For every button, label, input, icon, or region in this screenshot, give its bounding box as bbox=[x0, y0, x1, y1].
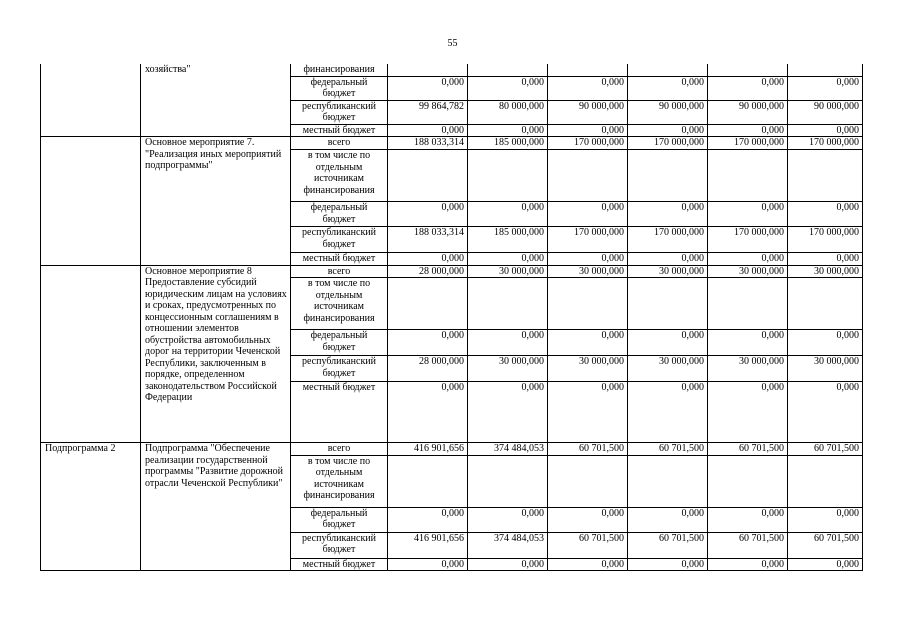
amount-cell-year-2 bbox=[468, 150, 548, 202]
amount-cell-year-2: 30 000,000 bbox=[468, 265, 548, 278]
activity-name-cell: Основное мероприятие 7. "Реализация иных мероприятий подпрограммы" bbox=[141, 137, 291, 266]
amount-cell-year-6: 0,000 bbox=[788, 124, 863, 137]
activity-name-cell: Подпрограмма "Обеспечение реализации государственной программы "Развитие дорожной отрасли Чеченской Республики" bbox=[141, 443, 291, 571]
amount-cell-year-2: 0,000 bbox=[468, 76, 548, 100]
amount-cell-year-2: 0,000 bbox=[468, 124, 548, 137]
amount-cell-year-4: 170 000,000 bbox=[628, 137, 708, 150]
amount-cell-year-6: 0,000 bbox=[788, 507, 863, 532]
amount-cell-year-1: 188 033,314 bbox=[388, 227, 468, 253]
amount-cell-year-2: 0,000 bbox=[468, 330, 548, 356]
amount-cell-year-5: 0,000 bbox=[708, 558, 788, 571]
amount-cell-year-2: 185 000,000 bbox=[468, 227, 548, 253]
funding-source-cell: местный бюджет bbox=[291, 253, 388, 266]
amount-cell-year-6: 0,000 bbox=[788, 253, 863, 266]
amount-cell-year-6: 60 701,500 bbox=[788, 532, 863, 558]
funding-source-cell: всего bbox=[291, 265, 388, 278]
amount-cell-year-4: 0,000 bbox=[628, 382, 708, 443]
amount-cell-year-1: 0,000 bbox=[388, 382, 468, 443]
budget-table bbox=[40, 64, 863, 571]
amount-cell-year-3: 170 000,000 bbox=[548, 137, 628, 150]
amount-cell-year-1 bbox=[388, 278, 468, 330]
amount-cell-year-4: 0,000 bbox=[628, 76, 708, 100]
amount-cell-year-2: 0,000 bbox=[468, 202, 548, 227]
amount-cell-year-4 bbox=[628, 150, 708, 202]
amount-cell-year-3: 30 000,000 bbox=[548, 265, 628, 278]
amount-cell-year-6: 170 000,000 bbox=[788, 227, 863, 253]
table-row bbox=[41, 265, 863, 278]
amount-cell-year-5: 30 000,000 bbox=[708, 265, 788, 278]
table-row bbox=[41, 443, 863, 456]
funding-source-cell: финансирования bbox=[291, 64, 388, 76]
amount-cell-year-3: 60 701,500 bbox=[548, 532, 628, 558]
amount-cell-year-1: 416 901,656 bbox=[388, 443, 468, 456]
amount-cell-year-5: 170 000,000 bbox=[708, 137, 788, 150]
amount-cell-year-2 bbox=[468, 455, 548, 507]
amount-cell-year-6 bbox=[788, 150, 863, 202]
amount-cell-year-1 bbox=[388, 455, 468, 507]
amount-cell-year-6: 30 000,000 bbox=[788, 265, 863, 278]
amount-cell-year-5 bbox=[708, 455, 788, 507]
amount-cell-year-2: 185 000,000 bbox=[468, 137, 548, 150]
amount-cell-year-5 bbox=[708, 150, 788, 202]
amount-cell-year-1: 416 901,656 bbox=[388, 532, 468, 558]
amount-cell-year-1 bbox=[388, 64, 468, 76]
amount-cell-year-1 bbox=[388, 150, 468, 202]
amount-cell-year-1: 28 000,000 bbox=[388, 265, 468, 278]
amount-cell-year-4: 60 701,500 bbox=[628, 532, 708, 558]
amount-cell-year-5: 0,000 bbox=[708, 202, 788, 227]
amount-cell-year-3 bbox=[548, 64, 628, 76]
amount-cell-year-2: 0,000 bbox=[468, 382, 548, 443]
amount-cell-year-3: 0,000 bbox=[548, 124, 628, 137]
program-code-cell bbox=[41, 137, 141, 266]
amount-cell-year-4 bbox=[628, 64, 708, 76]
funding-source-cell: республиканский бюджет bbox=[291, 227, 388, 253]
funding-source-cell: местный бюджет bbox=[291, 124, 388, 137]
amount-cell-year-1: 0,000 bbox=[388, 124, 468, 137]
program-code-cell bbox=[41, 265, 141, 443]
program-code-cell: Подпрограмма 2 bbox=[41, 443, 141, 571]
amount-cell-year-2: 80 000,000 bbox=[468, 100, 548, 124]
amount-cell-year-4: 0,000 bbox=[628, 330, 708, 356]
amount-cell-year-6 bbox=[788, 455, 863, 507]
amount-cell-year-5: 0,000 bbox=[708, 76, 788, 100]
amount-cell-year-5: 0,000 bbox=[708, 330, 788, 356]
amount-cell-year-5: 0,000 bbox=[708, 124, 788, 137]
table-row bbox=[41, 137, 863, 150]
funding-source-cell: в том числе по отдельным источникам финансирования bbox=[291, 278, 388, 330]
amount-cell-year-5: 0,000 bbox=[708, 507, 788, 532]
table-body bbox=[41, 64, 863, 571]
amount-cell-year-5: 0,000 bbox=[708, 382, 788, 443]
amount-cell-year-1: 0,000 bbox=[388, 253, 468, 266]
amount-cell-year-3: 60 701,500 bbox=[548, 443, 628, 456]
amount-cell-year-2 bbox=[468, 278, 548, 330]
amount-cell-year-5 bbox=[708, 64, 788, 76]
amount-cell-year-3: 0,000 bbox=[548, 558, 628, 571]
amount-cell-year-4: 0,000 bbox=[628, 253, 708, 266]
amount-cell-year-4: 0,000 bbox=[628, 202, 708, 227]
amount-cell-year-5: 60 701,500 bbox=[708, 443, 788, 456]
amount-cell-year-2: 0,000 bbox=[468, 253, 548, 266]
amount-cell-year-3: 0,000 bbox=[548, 382, 628, 443]
amount-cell-year-3: 0,000 bbox=[548, 76, 628, 100]
amount-cell-year-6: 60 701,500 bbox=[788, 443, 863, 456]
amount-cell-year-1: 0,000 bbox=[388, 507, 468, 532]
amount-cell-year-3: 90 000,000 bbox=[548, 100, 628, 124]
funding-source-cell: федеральный бюджет bbox=[291, 507, 388, 532]
amount-cell-year-6: 30 000,000 bbox=[788, 356, 863, 382]
funding-source-cell: республиканский бюджет bbox=[291, 532, 388, 558]
amount-cell-year-3: 0,000 bbox=[548, 253, 628, 266]
funding-source-cell: федеральный бюджет bbox=[291, 202, 388, 227]
table-row bbox=[41, 64, 863, 76]
amount-cell-year-3: 0,000 bbox=[548, 330, 628, 356]
amount-cell-year-3 bbox=[548, 455, 628, 507]
amount-cell-year-4: 170 000,000 bbox=[628, 227, 708, 253]
page-number: 55 bbox=[447, 38, 458, 49]
funding-source-cell: в том числе по отдельным источникам финансирования bbox=[291, 150, 388, 202]
funding-source-cell: республиканский бюджет bbox=[291, 356, 388, 382]
amount-cell-year-5: 60 701,500 bbox=[708, 532, 788, 558]
amount-cell-year-5: 0,000 bbox=[708, 253, 788, 266]
amount-cell-year-4: 30 000,000 bbox=[628, 356, 708, 382]
amount-cell-year-4: 0,000 bbox=[628, 558, 708, 571]
amount-cell-year-6: 0,000 bbox=[788, 202, 863, 227]
amount-cell-year-3: 170 000,000 bbox=[548, 227, 628, 253]
amount-cell-year-2: 0,000 bbox=[468, 507, 548, 532]
amount-cell-year-6: 0,000 bbox=[788, 330, 863, 356]
amount-cell-year-6: 0,000 bbox=[788, 558, 863, 571]
amount-cell-year-6 bbox=[788, 278, 863, 330]
funding-source-cell: федеральный бюджет bbox=[291, 330, 388, 356]
amount-cell-year-2: 374 484,053 bbox=[468, 532, 548, 558]
amount-cell-year-6 bbox=[788, 64, 863, 76]
amount-cell-year-3: 0,000 bbox=[548, 202, 628, 227]
funding-source-cell: местный бюджет bbox=[291, 558, 388, 571]
amount-cell-year-6: 0,000 bbox=[788, 382, 863, 443]
amount-cell-year-4: 90 000,000 bbox=[628, 100, 708, 124]
amount-cell-year-5: 30 000,000 bbox=[708, 356, 788, 382]
amount-cell-year-5: 170 000,000 bbox=[708, 227, 788, 253]
amount-cell-year-1: 0,000 bbox=[388, 558, 468, 571]
amount-cell-year-2: 30 000,000 bbox=[468, 356, 548, 382]
amount-cell-year-6: 170 000,000 bbox=[788, 137, 863, 150]
amount-cell-year-4 bbox=[628, 455, 708, 507]
funding-source-cell: федеральный бюджет bbox=[291, 76, 388, 100]
amount-cell-year-6: 0,000 bbox=[788, 76, 863, 100]
funding-source-cell: местный бюджет bbox=[291, 382, 388, 443]
amount-cell-year-4: 0,000 bbox=[628, 124, 708, 137]
funding-source-cell: в том числе по отдельным источникам финансирования bbox=[291, 455, 388, 507]
amount-cell-year-1: 0,000 bbox=[388, 202, 468, 227]
amount-cell-year-2 bbox=[468, 64, 548, 76]
amount-cell-year-2: 374 484,053 bbox=[468, 443, 548, 456]
funding-source-cell: республиканский бюджет bbox=[291, 100, 388, 124]
amount-cell-year-6: 90 000,000 bbox=[788, 100, 863, 124]
amount-cell-year-5: 90 000,000 bbox=[708, 100, 788, 124]
amount-cell-year-4: 30 000,000 bbox=[628, 265, 708, 278]
amount-cell-year-3 bbox=[548, 150, 628, 202]
activity-name-cell: хозяйства" bbox=[141, 64, 291, 137]
amount-cell-year-5 bbox=[708, 278, 788, 330]
amount-cell-year-1: 99 864,782 bbox=[388, 100, 468, 124]
funding-source-cell: всего bbox=[291, 443, 388, 456]
funding-source-cell: всего bbox=[291, 137, 388, 150]
amount-cell-year-3: 0,000 bbox=[548, 507, 628, 532]
amount-cell-year-3 bbox=[548, 278, 628, 330]
amount-cell-year-3: 30 000,000 bbox=[548, 356, 628, 382]
amount-cell-year-4: 0,000 bbox=[628, 507, 708, 532]
amount-cell-year-4: 60 701,500 bbox=[628, 443, 708, 456]
amount-cell-year-1: 0,000 bbox=[388, 76, 468, 100]
amount-cell-year-1: 28 000,000 bbox=[388, 356, 468, 382]
activity-name-cell: Основное мероприятие 8 Предоставление субсидий юридическим лицам на условиях и сроках, предусмотренных по концессионным соглашениям в отношении элементов обустройства автомобильных дорог на территории Чеченской Республики, заключенным в порядке, определенном законодательством Российской Федерации bbox=[141, 265, 291, 443]
program-code-cell bbox=[41, 64, 141, 137]
amount-cell-year-1: 188 033,314 bbox=[388, 137, 468, 150]
amount-cell-year-1: 0,000 bbox=[388, 330, 468, 356]
amount-cell-year-2: 0,000 bbox=[468, 558, 548, 571]
amount-cell-year-4 bbox=[628, 278, 708, 330]
